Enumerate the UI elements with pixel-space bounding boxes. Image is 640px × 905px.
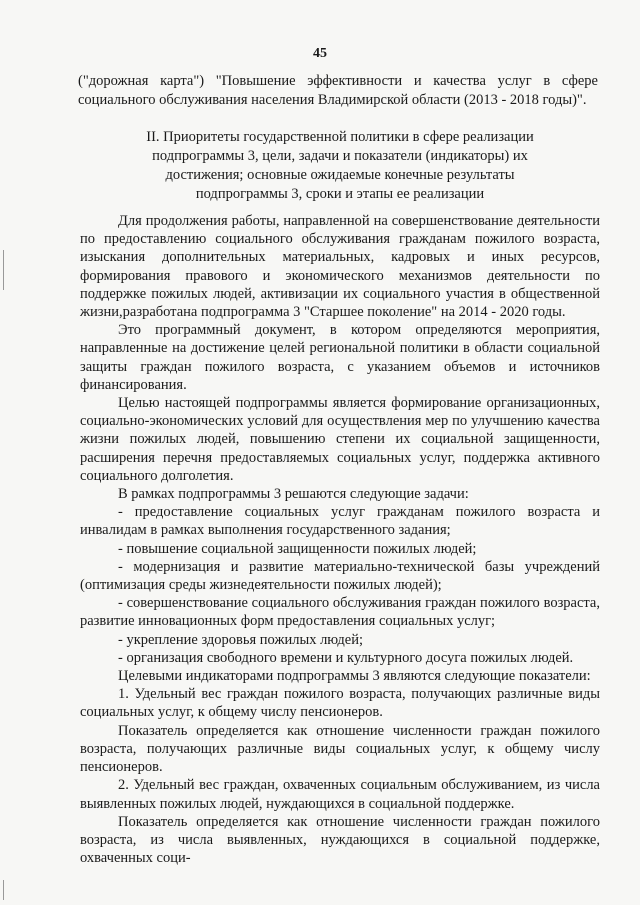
heading-line: достижения; основные ожидаемые конечные результаты <box>165 167 515 183</box>
list-item: - модернизация и развитие материально-технической базы учреждений (оптимизация среды жизнедеятельности пожилых людей); <box>80 558 600 594</box>
list-item: - укрепление здоровья пожилых людей; <box>118 631 364 648</box>
paragraph: В рамках подпрограммы 3 решаются следующие задачи: <box>118 486 469 503</box>
paragraph: Для продолжения работы, направленной на совершенствование деятельности по предоставлению социального обслуживания гражданам пожилого возраста, изыскания дополнительных материальных, кадровых и иных ресурсов, формирования правового и экономического механизмов деятельности по поддержке пожилых людей, активизации их социального участия в общественной жизни,разработана подпрограмма 3 "Старшее поколение" на 2014 - 2020 годы. <box>80 213 600 321</box>
heading-line: подпрограммы 3, цели, задачи и показатели (индикаторы) их <box>152 148 528 164</box>
list-item: - предоставление социальных услуг гражданам пожилого возраста и инвалидам в рамках выполнения государственного задания; <box>80 504 600 539</box>
heading-line: подпрограммы 3, сроки и этапы ее реализации <box>195 186 485 202</box>
paragraph: 2. Удельный вес граждан, охваченных социальным обслуживанием, из числа выявленных пожилых людей, нуждающихся в социальной поддержке. <box>80 777 600 812</box>
paragraph: 1. Удельный вес граждан пожилого возраста, получающих различные виды социальных услуг, к общему числу пенсионеров. <box>80 686 600 721</box>
intro-paragraph: ("дорожная карта") "Повышение эффективности и качества услуг в сфере социального обслуживания населения Владимирской области (2013 - 2018 годы)". <box>78 73 598 108</box>
heading-line: II. Приоритеты государственной политики в сфере реализации <box>146 129 534 145</box>
page-number: 45 <box>313 46 327 61</box>
paragraph: Показатель определяется как отношение численности граждан пожилого возраста, из числа выявленных, нуждающихся в социальной поддержке, охваченных соци- <box>80 813 600 867</box>
body-text <box>80 212 600 867</box>
paragraph: Целью настоящей подпрограммы является формирование организационных, социально-экономических условий для осуществления мер по улучшению качества жизни пожилых людей, повышению степени их социальной защищенности, расширения перечня предоставляемых социальных услуг, поддержка активного социального долголетия. <box>80 395 600 484</box>
list-item: - организация свободного времени и культурного досуга пожилых людей. <box>118 649 574 666</box>
list-item: - повышение социальной защищенности пожилых людей; <box>118 540 477 557</box>
section-heading <box>110 128 570 204</box>
paragraph: Это программный документ, в котором определяются мероприятия, направленные на достижение целей региональной политики в области социальной защиты граждан пожилого возраста, с указанием объемов и источников финансирования. <box>80 322 600 393</box>
scan-margin-mark <box>3 880 4 900</box>
paragraph: Показатель определяется как отношение численности граждан пожилого возраста, получающих различные виды социальных услуг, к общему числу пенсионеров. <box>80 722 600 776</box>
scan-margin-mark <box>3 250 4 290</box>
list-item: - совершенствование социального обслуживания граждан пожилого возраста, развитие инновационных форм предоставления социальных услуг; <box>80 595 600 630</box>
paragraph: Целевыми индикаторами подпрограммы 3 являются следующие показатели: <box>118 668 591 685</box>
